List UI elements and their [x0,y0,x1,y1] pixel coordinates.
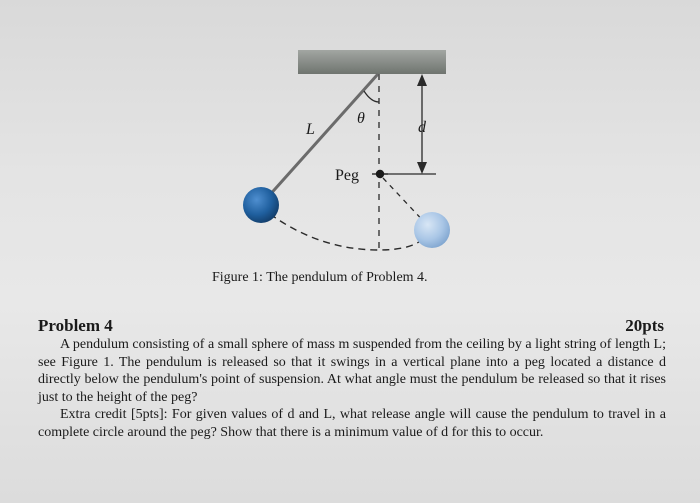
label-L: L [306,121,315,138]
problem-title: Problem 4 [38,316,113,335]
sphere-end-position [414,212,450,248]
figure-caption: Figure 1: The pendulum of Problem 4. [212,270,428,285]
ceiling [298,50,446,74]
pendulum-string [267,74,378,198]
problem-paragraph-main: A pendulum consisting of a small sphere of mass m suspended from the ceiling by a light string of length L; see Figure 1. The pendulum is released so that it swings in a vertical plane into a peg located a distance d directly below the pendulum's point of suspension. At what angle must the pendulum be released so that it rises just to the height of the peg? [38,337,666,405]
problem-statement [38,336,666,442]
distance-d-arrow-top [417,74,427,86]
swing-path [270,214,424,250]
theta-arc [364,91,379,102]
problem-paragraph-extra-credit: Extra credit [5pts]: For given values of d and L, what release angle will cause the pendulum to travel in a complete circle around the peg? Show that there is a minimum value of d for this to occur. [38,407,666,440]
sphere-start-position [243,187,279,223]
problem-points: 20pts [625,316,664,335]
distance-d-arrow-bottom [417,162,427,174]
label-theta: θ [357,110,365,127]
label-peg: Peg [335,167,359,184]
label-d: d [418,119,426,136]
